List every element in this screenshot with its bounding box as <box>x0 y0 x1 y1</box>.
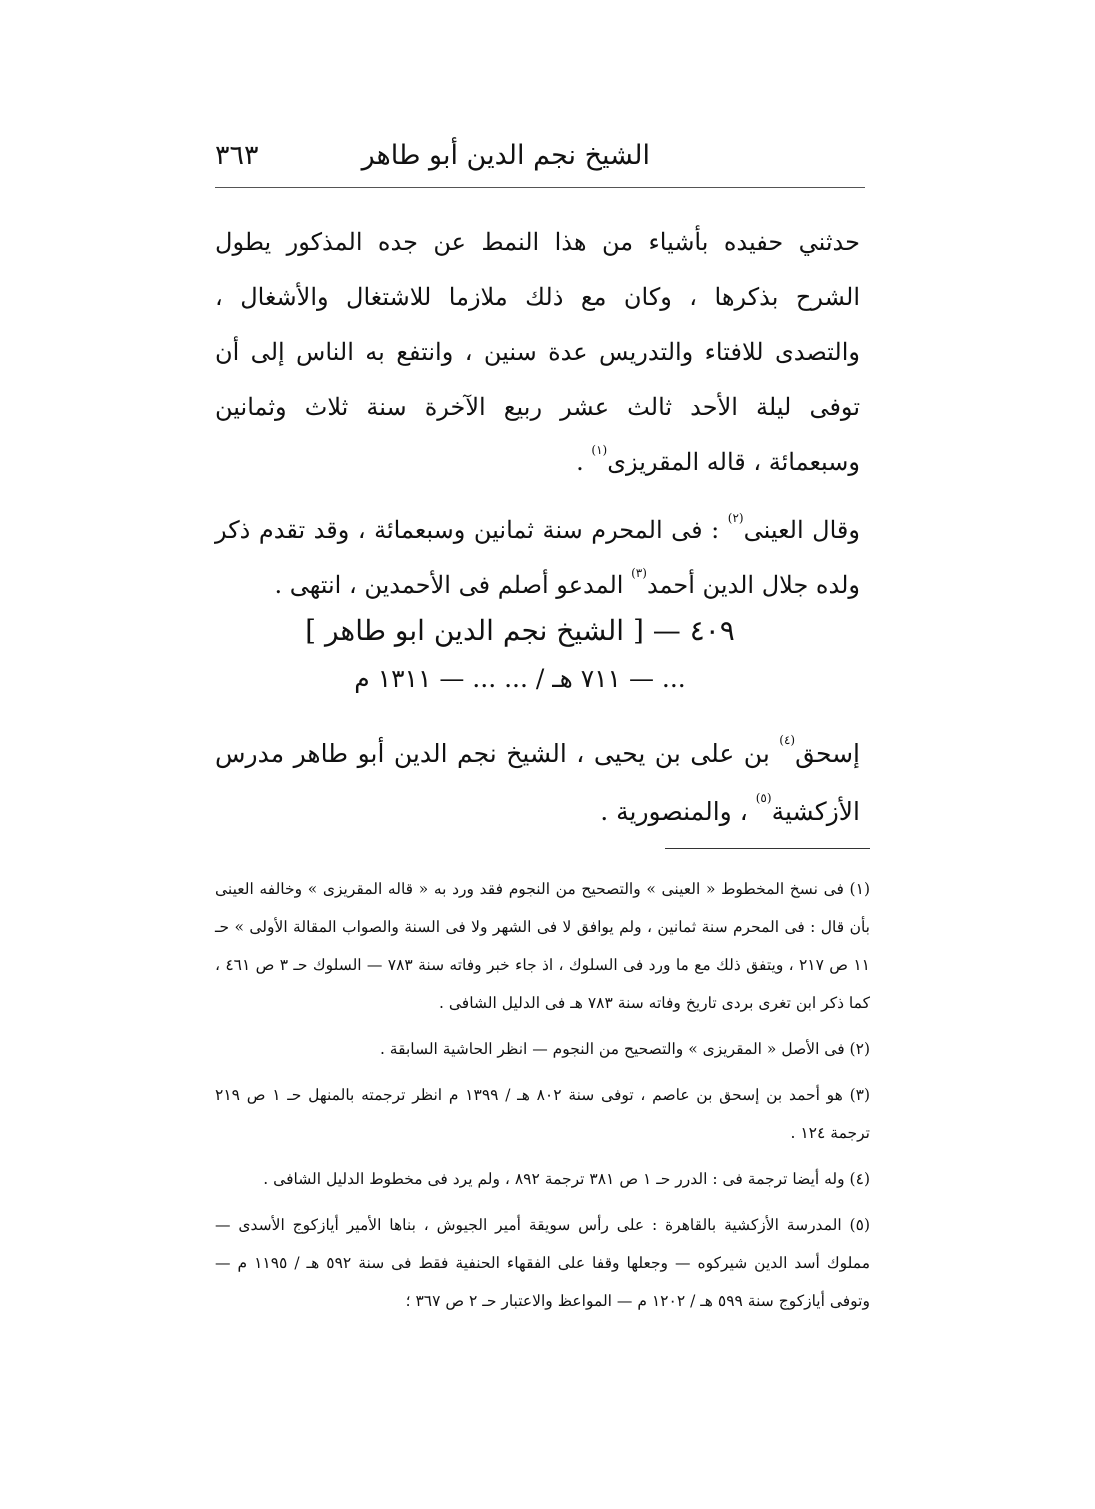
footnote-ref-5: (٥) <box>755 791 772 805</box>
footnote-ref-2: (٢) <box>727 511 744 525</box>
page-number: ٣٦٣ <box>215 140 259 171</box>
entry-title: ٤٠٩ — [ الشيخ نجم الدين ابو طاهر ] <box>305 614 735 647</box>
footnote-3: (٣) هو أحمد بن إسحق بن عاصم ، توفى سنة ٨٠٢ هـ / ١٣٩٩ م انظر ترجمته بالمنهل حـ ١ ص ٢١٩ ترجمة ١٢٤ . <box>215 1086 871 1142</box>
paragraph-2-end: المدعو أصلم فى الأحمدين ، انتهى . <box>274 571 632 599</box>
header-divider <box>215 187 865 188</box>
main-text <box>215 215 860 613</box>
footnote-ref-1: (١) <box>591 443 608 457</box>
footnotes-divider <box>665 848 870 849</box>
paragraph-2-mid: : فى المحرم سنة ثمانين وسبعمائة ، وقد تقدم ذكر ولده جلال الدين أحمد <box>215 516 860 599</box>
footnote-1: (١) فى نسخ المخطوط « العينى » والتصحيح من النجوم فقد ورد به « قاله المقريزى » وخالفه العينى بأن قال : فى المحرم سنة ثمانين ، ولم يوافق لا فى الشهر ولا فى السنة والصواب المقالة الأولى » حـ ١١ ص ٢١٧ ، ويتفق ذلك مع ما ورد فى السلوك ، اذ جاء خبر وفاته سنة ٧٨٣ — السلوك حـ ٣ ص ٤٦١ ، كما ذكر ابن تغرى بردى تاريخ وفاته سنة ٧٨٣ هـ فى الدليل الشافى . <box>215 880 871 1012</box>
entry-dates: ... — ٧١١ هـ / ... ... — ١٣١١ م <box>354 664 686 693</box>
footnote-ref-3: (٣) <box>631 566 647 580</box>
entry-text-a: بن على بن يحيى ، الشيخ نجم الدين أبو طاهر مدرس الأزكشية <box>215 739 860 826</box>
paragraph-1 <box>215 215 860 490</box>
footnote-ref-4: (٤) <box>779 733 796 747</box>
footnote-5: (٥) المدرسة الأزكشية بالقاهرة : على رأس سويقة أمير الجيوش ، بناها الأمير أيازكوج الأسدى — مملوك أسد الدين شيركوه — وجعلها وقفا على الفقهاء الحنفية فقط فى سنة ٥٩٢ هـ / ١١٩٥ م — وتوفى أيازكوج سنة ٥٩٩ هـ / ١٢٠٢ م — المواعظ والاعتبار حـ ٢ ص ٣٦٧ ؛ <box>215 1216 871 1310</box>
paragraph-1-text: حدثني حفيده بأشياء من هذا النمط عن جده المذكور يطول الشرح بذكرها ، وكان مع ذلك ملازما للاشتغال والأشغال ، والتصدى للافتاء والتدريس عدة سنين ، وانتفع به الناس إلى أن توفى ليلة الأحد ثالث عشر ربيع الآخرة سنة ثلاث وثمانين وسبعمائة ، قاله المقريزى <box>215 228 860 476</box>
running-title: الشيخ نجم الدين أبو طاهر <box>361 140 650 171</box>
footnote-4: (٤) وله أيضا ترجمة فى : الدرر حـ ١ ص ٣٨١ ترجمة ٨٩٢ ، ولم يرد فى مخطوط الدليل الشافى . <box>263 1170 870 1188</box>
paragraph-2-text: وقال العينى <box>743 516 860 544</box>
entry-name: إسحق <box>795 739 860 768</box>
footnotes <box>215 870 870 1320</box>
paragraph-2 <box>215 503 860 613</box>
entry-text-b: ، والمنصورية . <box>600 797 756 826</box>
footnote-2: (٢) فى الأصل « المقريزى » والتصحيح من النجوم — انظر الحاشية السابقة . <box>379 1040 870 1058</box>
entry-text <box>215 725 860 841</box>
entry-heading <box>230 605 810 701</box>
paragraph-1-end: . <box>576 448 592 476</box>
running-header <box>215 140 865 184</box>
